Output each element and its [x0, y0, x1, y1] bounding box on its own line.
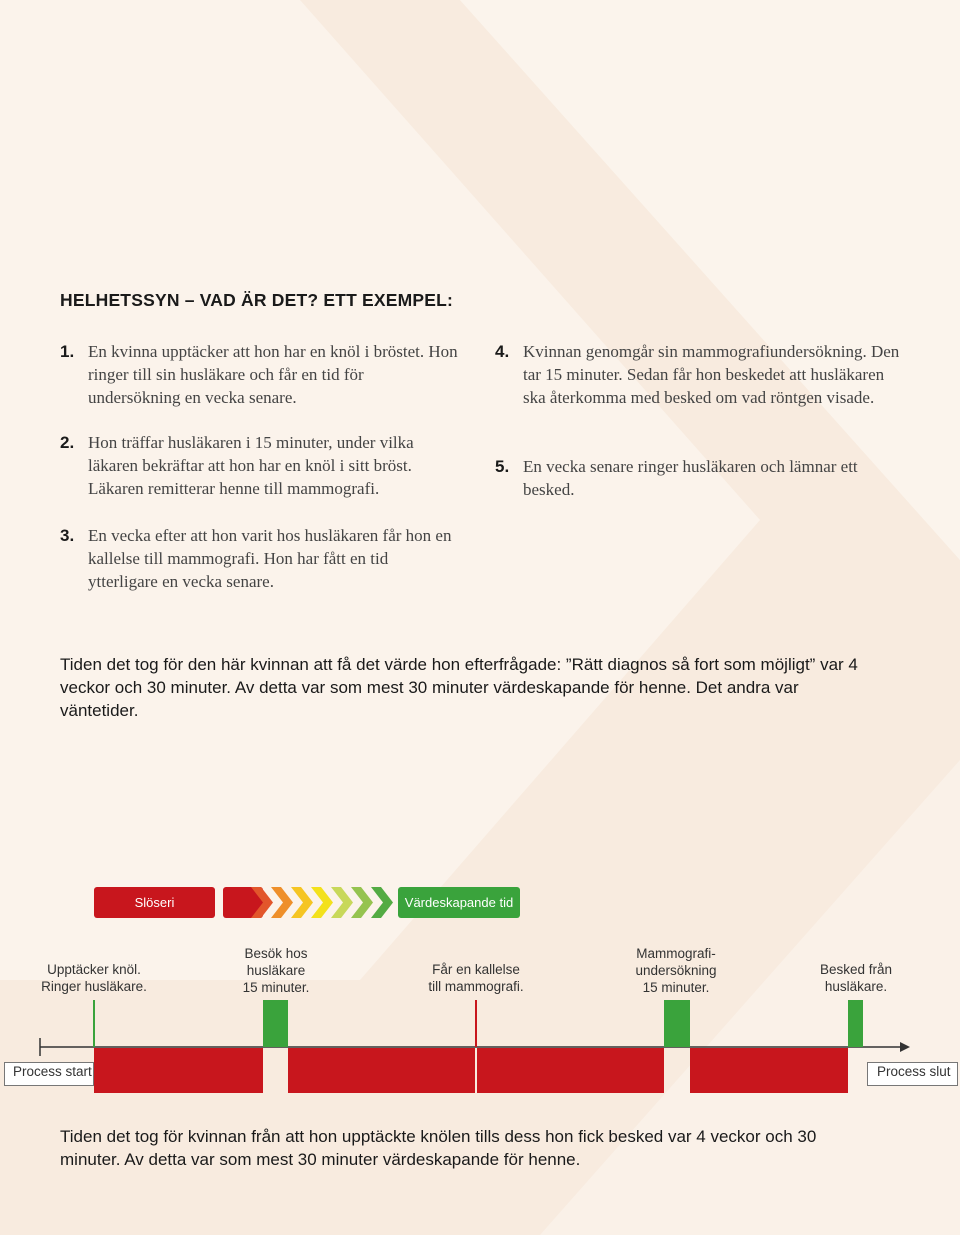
timeline-label-4: [616, 945, 736, 996]
page-heading: HELHETSSYN – VAD ÄR DET? ETT EXEMPEL:: [60, 290, 454, 310]
label-line: 15 minuter.: [242, 980, 310, 995]
waste-segment: [94, 1048, 263, 1093]
step-text: En vecka senare ringer husläkaren och lämnar ett besked.: [523, 457, 858, 499]
timeline-arrowhead: [900, 1042, 910, 1052]
step-number: 2.: [60, 433, 75, 452]
gradient-chevron: [351, 887, 373, 918]
legend-value: Värdeskapande tid: [398, 887, 520, 918]
label-line: husläkare.: [824, 979, 888, 994]
legend-gradient-arrows: [223, 887, 395, 918]
step-3: [60, 524, 460, 593]
waste-segment: [690, 1048, 848, 1093]
step-4: [495, 340, 905, 409]
label-line: Upptäcker knöl.: [47, 962, 141, 977]
timeline-label-5: [796, 961, 916, 995]
timeline: [0, 995, 960, 1100]
waste-segment: [288, 1048, 475, 1093]
step-text: En kvinna upptäcker att hon har en knöl i bröstet. Hon ringer till sin husläkare och får en tid för undersökning en vecka senare.: [88, 342, 458, 407]
label-line: Ringer husläkare.: [41, 979, 147, 994]
label-line: 15 minuter.: [642, 980, 710, 995]
step-text: Hon träffar husläkaren i 15 minuter, under vilka läkaren bekräftar att hon har en knöl i sitt bröst. Läkaren remitterar henne till mammografi.: [88, 433, 414, 498]
label-line: husläkare: [246, 963, 306, 978]
value-bar: [848, 1000, 863, 1047]
label-line: till mammografi.: [428, 979, 524, 994]
step-number: 5.: [495, 457, 510, 476]
timeline-label-3: [406, 961, 546, 995]
process-end-label: Process slut: [877, 1064, 951, 1079]
value-bar: [263, 1000, 288, 1047]
step-text: En vecka efter att hon varit hos husläkaren får hon en kallelse till mammografi. Hon har fått en tid ytterligare en vecka senare.: [88, 526, 452, 591]
step-2: [60, 431, 460, 500]
step-text: Kvinnan genomgår sin mammografiundersökning. Den tar 15 minuter. Sedan får hon beskedet att husläkaren ska återkomma med besked om vad röntgen visade.: [523, 342, 900, 407]
waste-segment: [477, 1048, 664, 1093]
timeline-summary: Tiden det tog för kvinnan från att hon upptäckte knölen tills dess hon fick besked var 4 veckor och 30 minuter. Av detta var som mest 30 minuter värdeskapande för henne.: [60, 1127, 817, 1169]
step-5: [495, 455, 905, 501]
legend-waste: Slöseri: [94, 887, 215, 918]
gradient-chevron: [311, 887, 333, 918]
label-line: undersökning: [635, 963, 717, 978]
step-number: 4.: [495, 342, 510, 361]
timeline-label-2: [216, 945, 336, 996]
label-line: Besked från: [819, 962, 893, 977]
summary-paragraph: Tiden det tog för den här kvinnan att få det värde hon efterfrågade: ”Rätt diagnos så fort som möjligt” var 4 veckor och 30 minuter. Av detta var som mest 30 minuter värdeskapande för henne. Det andra var väntetider.: [60, 655, 858, 720]
label-line: Besök hos: [244, 946, 308, 961]
label-line: Får en kallelse: [432, 962, 520, 977]
gradient-chevron: [331, 887, 353, 918]
gradient-chevron: [371, 887, 393, 918]
timeline-label-1: [34, 961, 154, 995]
step-number: 3.: [60, 526, 75, 545]
label-line: Mammografi-: [636, 946, 716, 961]
gradient-chevron: [271, 887, 293, 918]
process-start-label: Process start: [13, 1064, 92, 1079]
gradient-chevron: [291, 887, 313, 918]
value-bar: [664, 1000, 690, 1047]
step-1: [60, 340, 460, 409]
step-number: 1.: [60, 342, 75, 361]
